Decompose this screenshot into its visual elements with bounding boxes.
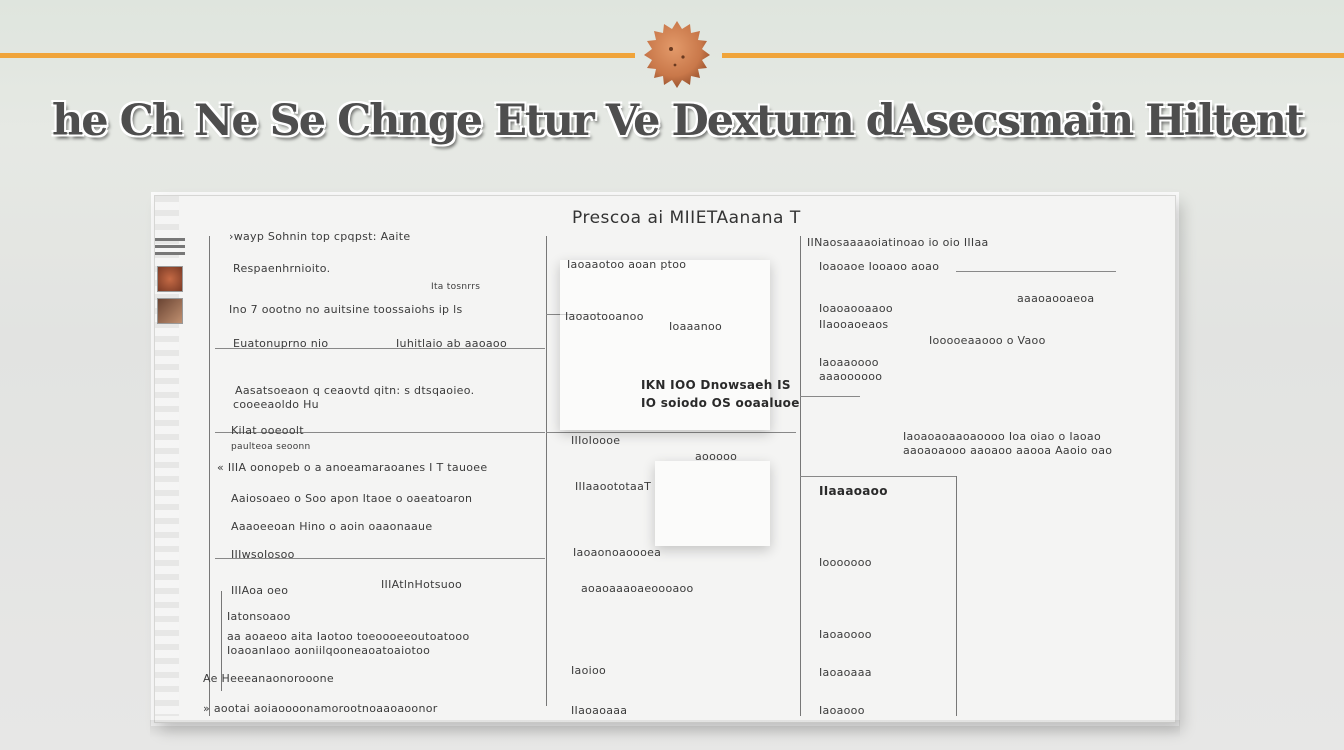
list-item: Respaenhrnioito. (233, 262, 331, 275)
list-item: Iooooooo (819, 556, 872, 569)
list-item: Iaoioo (571, 664, 607, 677)
list-item: Ioaoaooaaoo (819, 302, 893, 315)
sunburst-emblem-icon (641, 19, 713, 91)
connector-line (956, 271, 1116, 272)
header-rule-left (0, 53, 635, 58)
connector-line (800, 396, 860, 397)
list-item: Iaoaaotoo aoan ptoo (567, 258, 687, 271)
list-item: IIIaaoototaaT (575, 480, 652, 493)
frosted-panel (655, 461, 770, 546)
list-item: » aootai aoiaoooonamorootnoaaoaoonor (203, 702, 438, 715)
list-item: IIIwsoIosoo (231, 548, 295, 561)
list-item: IINaosaaaaoiatinoao io oio IIIaa (807, 236, 989, 249)
list-item: Iaoaoaoaaoaoooo Ioa oiao o Iaoao (903, 430, 1102, 443)
list-item: Ae Heeeanaonorooone (203, 672, 334, 685)
list-item: aooooo (695, 450, 738, 463)
list-item: IIaoaoaaa (571, 704, 628, 717)
list-item: ›wayp Sohnin top cpqpst: Aaite (229, 230, 411, 243)
connector-line (800, 476, 956, 477)
list-item: aaoaoaooo aaoaoo aaooa Aaoio oao (903, 444, 1113, 457)
list-item: aoaoaaaoaeoooaoo (581, 582, 694, 595)
list-item: Ioaoanlaoo aoniilqooneaoatoaiotoo (227, 644, 431, 657)
list-item: Iaoaoaaa (819, 666, 872, 679)
list-item: aaaoaooaeoa (1017, 292, 1095, 305)
connector-line (546, 432, 796, 433)
list-item: Iaoaonoaoooea (573, 546, 662, 559)
list-item: Ioaaanoo (669, 320, 723, 333)
list-item: « IIIA oonopeb o a anoeamaraoanes I T tauoee (217, 461, 488, 474)
column-divider (209, 236, 210, 716)
list-item: Ita tosnrrs (431, 282, 481, 292)
list-item: aa aoaeoo aita Iaotoo toeoooeeoutoatooo (227, 630, 470, 643)
list-item: Aasatsoeaon q ceaovtd qitn: s dtsqaoieo. (235, 384, 475, 397)
list-item: IIIAtlnHotsuoo (381, 578, 463, 591)
board-shadow (150, 720, 1180, 738)
list-item: Ioaoaoe Iooaoo aoao (819, 260, 940, 273)
list-item: aaaoooooo (819, 370, 883, 383)
list-item: Iatonsoaoo (227, 610, 291, 623)
thumbnail-image (157, 298, 183, 324)
list-item: IIIoIoooe (571, 434, 621, 447)
list-item: Ino 7 oootno no auitsine toossaiohs ip ls (229, 303, 463, 316)
list-item: IIaooaoeaos (819, 318, 889, 331)
thumbnail-image (157, 266, 183, 292)
list-item: Iaoaooo (819, 704, 865, 717)
column-divider (546, 236, 547, 706)
list-item: IIIAoa oeo (231, 584, 289, 597)
chart-board (154, 195, 1176, 723)
list-item: cooeeaoldo Hu (233, 398, 319, 411)
list-item: Iooooeaaooo o Vaoo (929, 334, 1046, 347)
list-item: IIaaaoaoo (819, 484, 888, 498)
list-item: IO soiodo OS ooaaluoe (641, 396, 800, 410)
column-divider (956, 476, 957, 716)
list-item: paulteoa seoonn (231, 442, 311, 452)
board-title: Prescoa ai MIIETAanana T (572, 208, 801, 228)
list-item: Iaoaaoooo (819, 356, 879, 369)
list-item: Euatonuprno nio (233, 337, 329, 350)
list-item: Iaoaotooanoo (565, 310, 644, 323)
list-item: Iaoaoooo (819, 628, 872, 641)
list-item: Aaiosoaeo o Soo apon Itaoe o oaeatoaron (231, 492, 473, 505)
list-item: Aaaoeeoan Hino o aoin oaaonaaue (231, 520, 433, 533)
list-item: Iuhitlaio ab aaoaoo (396, 337, 507, 350)
board-side-bars (155, 238, 185, 259)
list-item: Kilat ooeoolt (231, 424, 304, 437)
list-item: IKN IOO Dnowsaeh IS (641, 378, 791, 392)
page-headline: he Ch Ne Se Chnge Etur Ve Dexturn dAsecsmain Hiltent (52, 96, 1303, 146)
header-rule-right (722, 53, 1344, 58)
